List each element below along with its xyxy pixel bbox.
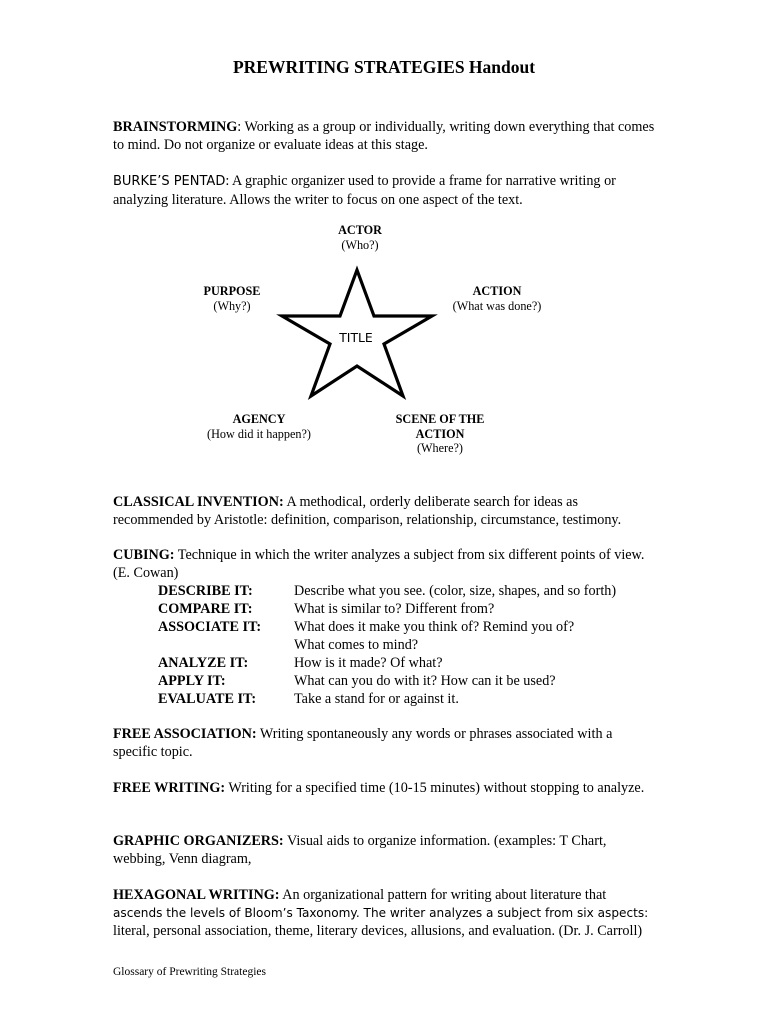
brainstorming-definition: : Working as a group or individually, writing down everything that comes to mind. Do not organize or evaluate ideas at this stage. — [113, 119, 655, 153]
brainstorming-entry — [113, 118, 658, 154]
free-writing-term: FREE WRITING: — [113, 780, 226, 796]
cubing-row-label: ANALYZE IT: — [158, 655, 249, 671]
cubing-row — [158, 690, 678, 708]
page-title: PREWRITING STRATEGIES Handout — [232, 57, 536, 77]
pentad-actor-question: (Who?) — [341, 237, 379, 252]
graphic-organizers-entry — [113, 832, 658, 868]
pentad-agency-question: (How did it happen?) — [207, 426, 311, 441]
free-writing-entry — [113, 779, 658, 797]
pentad-scene-label-line2: ACTION — [415, 426, 465, 441]
cubing-row-description: How is it made? Of what? — [294, 655, 443, 671]
cubing-row-label: COMPARE IT: — [158, 601, 253, 617]
pentad-action — [432, 284, 562, 313]
pentad-purpose-question: (Why?) — [213, 298, 251, 313]
pentad-actor-label: ACTOR — [338, 223, 382, 237]
classical-invention-entry — [113, 493, 658, 529]
graphic-organizers-term: GRAPHIC ORGANIZERS: — [113, 833, 284, 849]
free-writing-definition: Writing for a specified time (10-15 minutes) without stopping to analyze. — [225, 780, 645, 796]
hexagonal-definition-part1: An organizational pattern for writing about literature that — [279, 887, 607, 903]
hexagonal-line-1 — [113, 886, 683, 904]
classical-invention-definition: A methodical, orderly deliberate search for ideas as recommended by Aristotle: definition, comparison, relationship, circumstance, testimony. — [113, 494, 622, 528]
pentad-agency — [194, 412, 324, 441]
burke-definition: : A graphic organizer used to provide a frame for narrative writing or analyzing literature. Allows the writer to focus on one aspect of the text. — [113, 173, 616, 208]
pentad-scene-label-line1: SCENE OF THE — [395, 412, 485, 426]
cubing-row — [158, 672, 678, 690]
pentad-agency-label: AGENCY — [232, 412, 286, 426]
cubing-row-label: DESCRIBE IT: — [158, 583, 253, 599]
pentad-center-title: TITLE — [339, 330, 373, 345]
pentad-action-label: ACTION — [472, 284, 522, 298]
cubing-row — [158, 600, 678, 618]
burke-term: BURKE’S PENTAD — [113, 174, 226, 189]
cubing-term: CUBING: — [113, 547, 175, 563]
cubing-row-description: What comes to mind? — [294, 637, 419, 653]
graphic-organizers-definition: Visual aids to organize information. (examples: T Chart, webbing, Venn diagram, — [113, 833, 607, 867]
pentad-purpose-label: PURPOSE — [203, 284, 261, 298]
free-association-term: FREE ASSOCIATION: — [113, 726, 257, 742]
brainstorming-term: BRAINSTORMING — [113, 119, 238, 135]
hexagonal-definition-part3: literal, personal association, theme, literary devices, allusions, and evaluation. (Dr. J. Carroll) — [113, 923, 643, 939]
cubing-row-description: What is similar to? Different from? — [294, 601, 495, 617]
pentad-scene — [380, 412, 500, 456]
cubing-row-description: What does it make you think of? Remind you of? — [294, 619, 575, 635]
hexagonal-writing-entry — [113, 886, 683, 940]
cubing-row — [158, 654, 678, 672]
pentad-actor — [310, 223, 410, 252]
burke-entry — [113, 172, 658, 209]
cubing-entry — [113, 546, 658, 582]
pentad-action-question: (What was done?) — [452, 298, 542, 313]
cubing-definition: Technique in which the writer analyzes a subject from six different points of view. (E. Cowan) — [113, 547, 645, 581]
hexagonal-writing-term: HEXAGONAL WRITING: — [113, 887, 280, 903]
cubing-row-description: Describe what you see. (color, size, shapes, and so forth) — [294, 583, 617, 599]
cubing-row — [158, 636, 678, 654]
page-footer: Glossary of Prewriting Strategies — [113, 966, 266, 978]
cubing-row-description: What can you do with it? How can it be used? — [294, 673, 556, 689]
cubing-row-label: ASSOCIATE IT: — [158, 619, 262, 635]
cubing-row-label: APPLY IT: — [158, 673, 226, 689]
cubing-row — [158, 582, 678, 600]
hexagonal-definition-part2: ascends the levels of Bloom’s Taxonomy. The writer analyzes a subject from six aspects: — [113, 906, 649, 920]
classical-invention-term: CLASSICAL INVENTION: — [113, 494, 284, 510]
pentad-purpose — [182, 284, 282, 313]
free-association-definition: Writing spontaneously any words or phrases associated with a specific topic. — [113, 726, 613, 760]
cubing-row-description: Take a stand for or against it. — [294, 691, 459, 707]
cubing-row-label: EVALUATE IT: — [158, 691, 257, 707]
cubing-row — [158, 618, 678, 636]
free-association-entry — [113, 725, 658, 761]
pentad-scene-question: (Where?) — [416, 441, 463, 455]
